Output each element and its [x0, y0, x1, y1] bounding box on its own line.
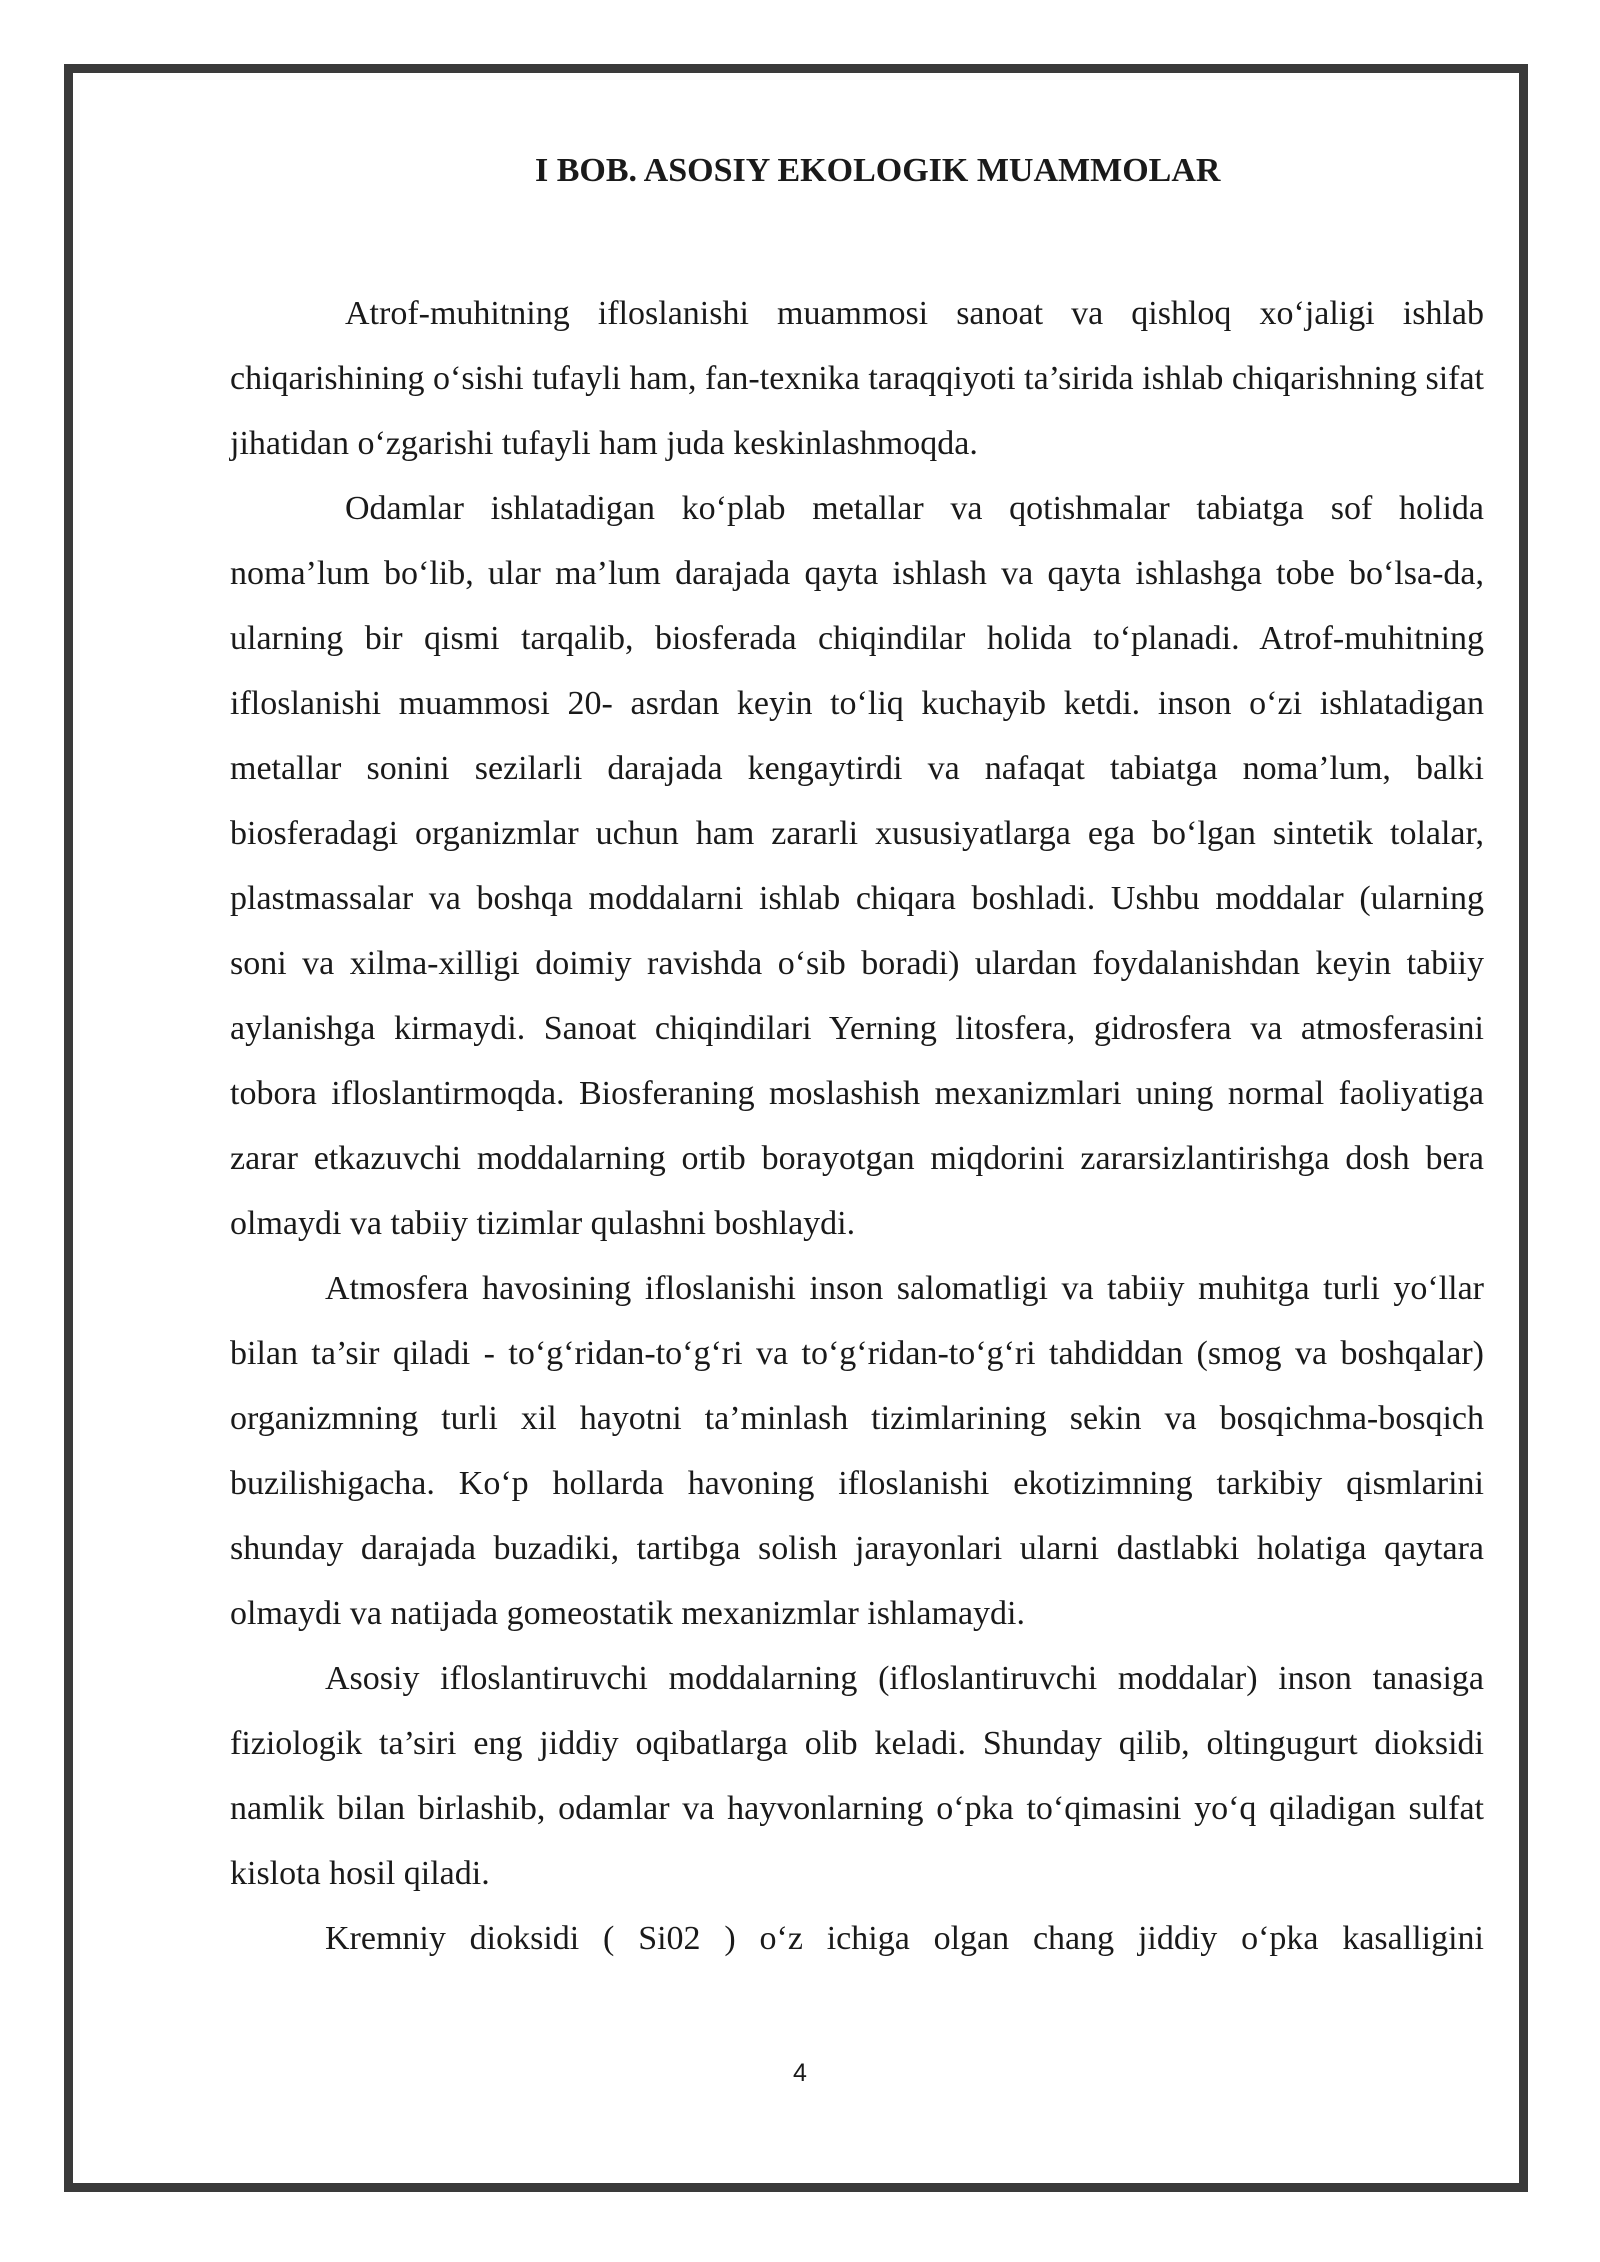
body-text — [230, 281, 1484, 1971]
chapter-title: I BOB. ASOSIY EKOLOGIK MUAMMOLAR — [535, 152, 1221, 189]
paragraph-2: Odamlar ishlatadigan ko‘plab metallar va qotishmalar tabiatga sof holida noma’lum bo‘lib, ular ma’lum darajada qayta ishlash va qayta ishlashga tobe bo‘lsa-da, ularning bir qismi tarqalib, biosferada chiqindilar holida to‘planadi. Atrof-muhitning ifloslanishi muammosi 20- asrdan keyin to‘liq kuchayib ketdi. inson o‘zi ishlatadigan metallar sonini sezilarli darajada kengaytirdi va nafaqat tabiatga noma’lum, balki biosferadagi organizmlar uchun ham zararli xususiyatlarga ega bo‘lgan sintetik tolalar, plastmassalar va boshqa moddalarni ishlab chiqara boshladi. Ushbu moddalar (ularning soni va xilma-xilligi doimiy ravishda o‘sib boradi) ulardan foydalanishdan keyin tabiiy aylanishga kirmaydi. Sanoat chiqindilari Yerning litosfera, gidrosfera va atmosferasini tobora ifloslantirmoqda. Biosferaning moslashish mexanizmlari uning normal faoliyatiga zarar etkazuvchi moddalarning ortib borayotgan miqdorini zararsizlantirishga dosh bera olmaydi va tabiiy tizimlar qulashni boshlaydi. — [230, 490, 1484, 1242]
paragraph-3: Atmosfera havosining ifloslanishi inson salomatligi va tabiiy muhitga turli yo‘llar bilan ta’sir qiladi - to‘g‘ridan-to‘g‘ri va to‘g‘ridan-to‘g‘ri tahdiddan (smog va boshqalar) organizmning turli xil hayotni ta’minlash tizimlarining sekin va bosqichma-bosqich buzilishigacha. Ko‘p hollarda havoning ifloslanishi ekotizimning tarkibiy qismlarini shunday darajada buzadiki, tartibga solish jarayonlari ularni dastlabki holatiga qaytara olmaydi va natijada gomeostatik mexanizmlar ishlamaydi. — [230, 1270, 1484, 1632]
paragraph-5: Kremniy dioksidi ( Si02 ) o‘z ichiga olgan chang jiddiy o‘pka kasalligini — [325, 1920, 1484, 1957]
paragraph-1: Atrof-muhitning ifloslanishi muammosi sanoat va qishloq xo‘jaligi ishlab chiqarishining o‘sishi tufayli ham, fan-texnika taraqqiyoti ta’sirida ishlab chiqarishning sifat jihatidan o‘zgarishi tufayli ham juda keskinlashmoqda. — [230, 295, 1484, 462]
page-number: 4 — [793, 2059, 807, 2087]
paragraph-4: Asosiy ifloslantiruvchi moddalarning (ifloslantiruvchi moddalar) inson tanasiga fiziologik ta’siri eng jiddiy oqibatlarga olib keladi. Shunday qilib, oltingugurt dioksidi namlik bilan birlashib, odamlar va hayvonlarning o‘pka to‘qimasini yo‘q qiladigan sulfat kislota hosil qiladi. — [230, 1660, 1484, 1892]
